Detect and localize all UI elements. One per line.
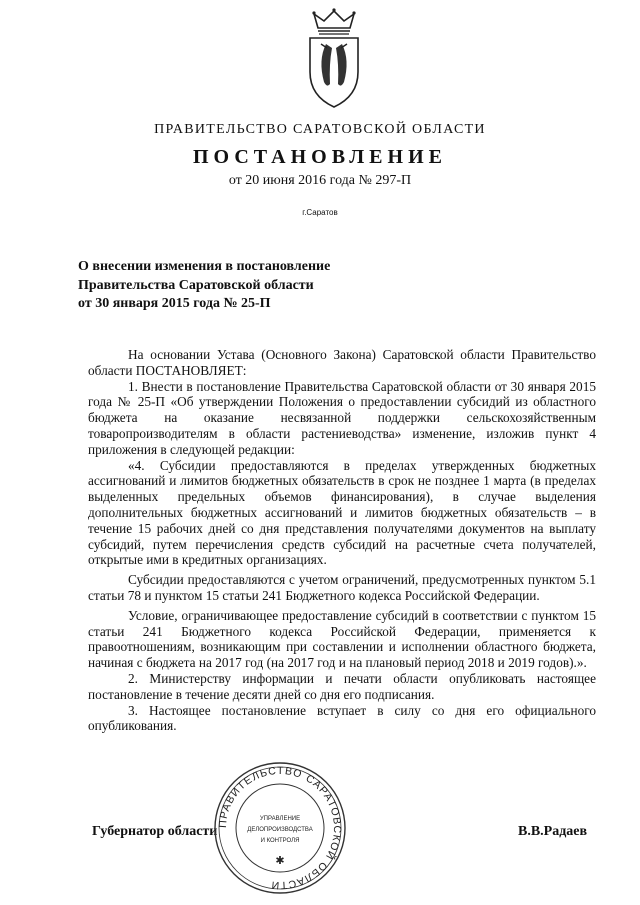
official-stamp (212, 760, 348, 896)
body-paragraph-preamble: На основании Устава (Основного Закона) Саратовской области Правительство области ПОСТАНОВЛЯЕТ: (88, 347, 596, 378)
body-paragraph-quote-1: «4. Субсидии предоставляются в пределах утвержденных бюджетных ассигнований и лимитов бюджетных обязательств в срок не позднее 1 марта (в пределах выделенных предельных объемов финансирования), в случае выделения дополнительных бюджетных ассигнований и лимитов бюджетных обязательств – в течение 15 рабочих дней со дня представления получателями документов на выплату субсидий, путем перечисления средств субсидий на расчетные счета получателей, открытые ими в кредитных организациях. (88, 457, 596, 568)
stamp-star-icon: ✱ (275, 854, 285, 867)
subject-line: О внесении изменения в постановление (78, 259, 331, 274)
body-paragraph-item-3: 3. Настоящее постановление вступает в силу со дня его официального опубликования. (88, 702, 596, 734)
document-date-number: от 20 июня 2016 года № 297-П (228, 173, 412, 188)
body-paragraph-quote-2: Субсидии предоставляются с учетом ограничений, предусмотренных пунктом 5.1 статьи 78 и пунктом 15 статьи 241 Бюджетного кодекса Российской Федерации. (88, 572, 596, 603)
signatory-name: В.В.Радаев (518, 824, 588, 839)
coat-of-arms-icon (296, 8, 372, 110)
document-city: г.Саратов (302, 208, 338, 217)
body-paragraph-item-1: 1. Внести в постановление Правительства Саратовской области от 30 января 2015 года № 25-П «Об утверждении Положения о предоставлении субсидий из областного бюджета на оказание несвязанной поддержки сельскохозяйственным товаропроизводителям в области растениеводства» изменение, изложив пункт 4 приложения в следующей редакции: (88, 378, 596, 457)
stamp-ring-text: ПРАВИТЕЛЬСТВО САРАТОВСКОЙ ОБЛАСТИ (216, 764, 344, 892)
stamp-center-line: ДЕЛОПРОИЗВОДСТВА (247, 827, 313, 833)
subject-line: от 30 января 2015 года № 25-П (78, 296, 271, 311)
signatory-title: Губернатор области (92, 824, 218, 839)
document-type-title: ПОСТАНОВЛЕНИЕ (193, 146, 447, 168)
organization-name: ПРАВИТЕЛЬСТВО САРАТОВСКОЙ ОБЛАСТИ (154, 122, 486, 137)
stamp-center-line: УПРАВЛЕНИЕ (259, 816, 301, 822)
body-paragraph-quote-3: Условие, ограничивающее предоставление субсидий в соответствии с пунктом 15 статьи 241 Бюджетного кодекса Российской Федерации, применяется к правоотношениям, возникающим при составлении и исполнении областного бюджета, начиная с бюджета на 2017 год (на 2017 год и на плановый период 2018 и 2019 годов).». (88, 607, 596, 671)
subject-line: Правительства Саратовской области (78, 277, 314, 293)
stamp-center-line: И КОНТРОЛЯ (260, 838, 300, 844)
document-body (88, 347, 596, 734)
body-paragraph-item-2: 2. Министерству информации и печати области опубликовать настоящее постановление в течение десяти дней со дня его подписания. (88, 670, 596, 702)
document-subject (78, 258, 398, 314)
